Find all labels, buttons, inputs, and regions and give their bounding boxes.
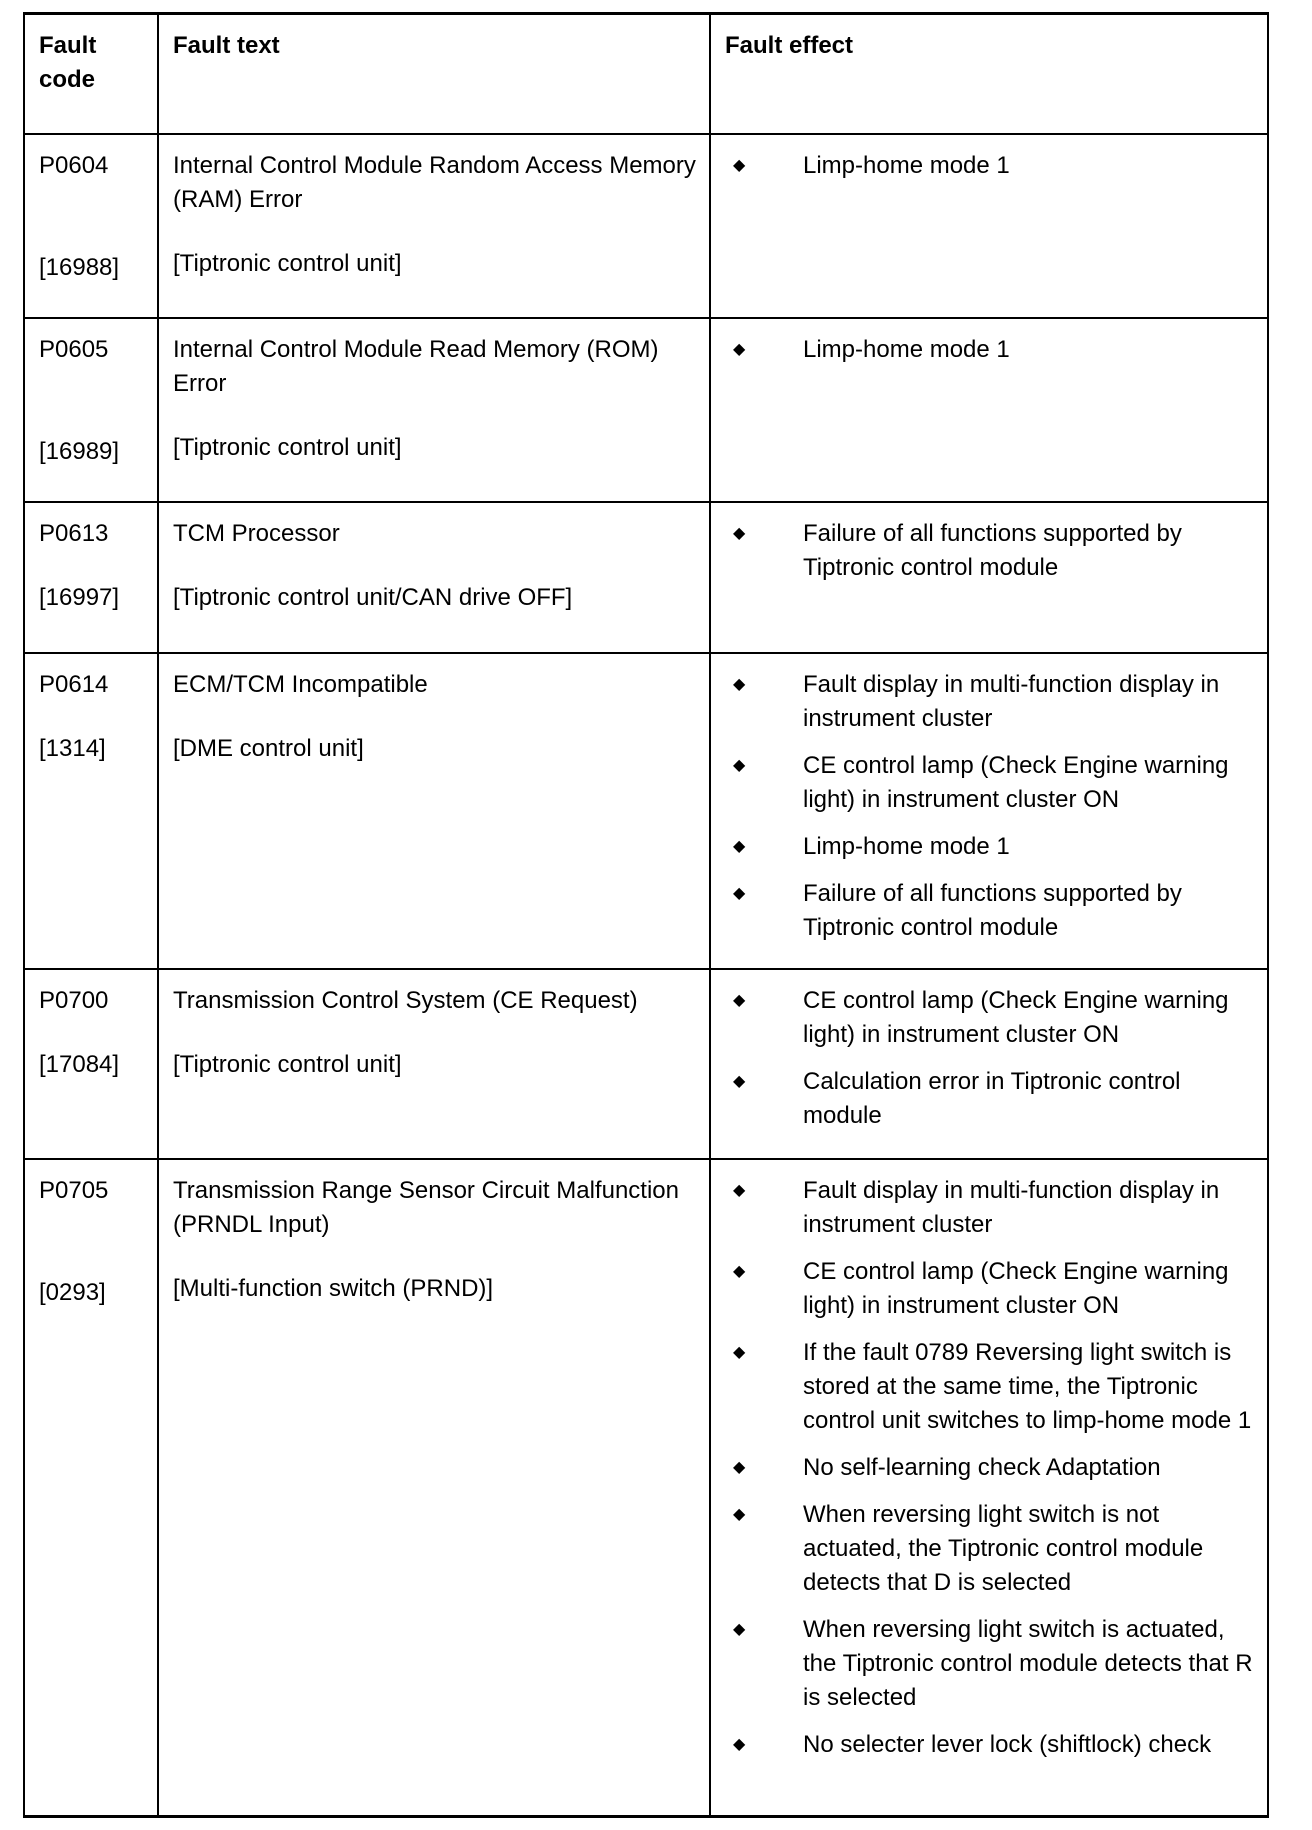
effect-item [725,1065,1257,1133]
control-unit: [DME control unit] [173,735,364,762]
fault-effect-cell [710,318,1268,502]
fault-text: Internal Control Module Read Memory (ROM) Error [173,336,659,397]
fault-effect-cell [710,1159,1268,1816]
fault-id: [16989] [39,438,120,465]
fault-code-cell [24,502,158,653]
effect-item [725,1174,1257,1242]
effect-text: Limp-home mode 1 [803,336,1010,363]
header-fault-effect: Fault effect [710,14,1268,135]
fault-text: Transmission Control System (CE Request) [173,987,638,1014]
fault-id: [16997] [39,584,120,611]
fault-id: [16988] [39,254,120,281]
diamond-bullet-icon: ◆ [733,1073,746,1090]
effect-text: Limp-home mode 1 [803,152,1010,179]
fault-text-cell [158,653,710,969]
effect-item [725,149,1257,183]
table-row [24,318,1268,502]
fault-text: Internal Control Module Random Access Memory (RAM) Error [173,152,696,213]
effect-text: CE control lamp (Check Engine warning light) in instrument cluster ON [803,1258,1229,1319]
diamond-bullet-icon: ◆ [733,992,746,1009]
fault-code: P0614 [39,671,109,698]
diamond-bullet-icon: ◆ [733,1736,746,1753]
fault-id: [0293] [39,1279,106,1306]
effect-text: Failure of all functions supported by Tiptronic control module [803,520,1182,581]
fault-code: P0604 [39,152,109,179]
header-fault-code: Fault code [24,14,158,135]
control-unit: [Tiptronic control unit] [173,434,402,461]
table-row [24,134,1268,318]
diamond-bullet-icon: ◆ [733,341,746,358]
fault-text-cell [158,1159,710,1816]
fault-text: Transmission Range Sensor Circuit Malfunction (PRNDL Input) [173,1177,679,1238]
effect-item [725,517,1257,585]
fault-code-cell [24,653,158,969]
diamond-bullet-icon: ◆ [733,525,746,542]
fault-text-cell [158,318,710,502]
diamond-bullet-icon: ◆ [733,1263,746,1280]
fault-text: ECM/TCM Incompatible [173,671,428,698]
control-unit: [Tiptronic control unit/CAN drive OFF] [173,584,573,611]
diamond-bullet-icon: ◆ [733,1621,746,1638]
effect-text: CE control lamp (Check Engine warning light) in instrument cluster ON [803,752,1229,813]
fault-id: [1314] [39,735,106,762]
effect-item [725,1336,1257,1438]
effect-item [725,984,1257,1052]
effect-text: When reversing light switch is actuated, the Tiptronic control module detects that R is selected [803,1616,1253,1711]
effect-item [725,830,1257,864]
effect-item [725,877,1257,945]
header-row [24,14,1268,135]
effect-item [725,749,1257,817]
effect-text: Fault display in multi-function display in instrument cluster [803,1177,1220,1238]
effect-item [725,668,1257,736]
effect-text: Fault display in multi-function display in instrument cluster [803,671,1220,732]
diamond-bullet-icon: ◆ [733,1344,746,1361]
table-row [24,502,1268,653]
fault-code-cell [24,969,158,1159]
diamond-bullet-icon: ◆ [733,1459,746,1476]
fault-code: P0700 [39,987,109,1014]
header-fault-text: Fault text [158,14,710,135]
fault-text-cell [158,134,710,318]
fault-effect-cell [710,502,1268,653]
table-row [24,1159,1268,1816]
effect-text: Limp-home mode 1 [803,833,1010,860]
fault-effect-cell [710,134,1268,318]
diamond-bullet-icon: ◆ [733,676,746,693]
diamond-bullet-icon: ◆ [733,1182,746,1199]
diamond-bullet-icon: ◆ [733,838,746,855]
fault-code-cell [24,1159,158,1816]
effect-text: CE control lamp (Check Engine warning light) in instrument cluster ON [803,987,1229,1048]
control-unit: [Multi-function switch (PRND)] [173,1275,494,1302]
fault-code: P0613 [39,520,109,547]
effect-text: No selecter lever lock (shiftlock) check [803,1731,1212,1758]
effect-item [725,1613,1257,1715]
fault-code-cell [24,318,158,502]
control-unit: [Tiptronic control unit] [173,1051,402,1078]
fault-code: P0605 [39,336,109,363]
fault-text-cell [158,502,710,653]
effect-item [725,1498,1257,1600]
effect-item [725,1255,1257,1323]
effect-item [725,1451,1257,1485]
effect-text: No self-learning check Adaptation [803,1454,1161,1481]
fault-effect-cell [710,969,1268,1159]
effect-text: When reversing light switch is not actuated, the Tiptronic control module detects that D is selected [803,1501,1204,1596]
table-row [24,969,1268,1159]
fault-code: P0705 [39,1177,109,1204]
table-row [24,653,1268,969]
diamond-bullet-icon: ◆ [733,885,746,902]
fault-table [23,12,1269,1818]
effect-text: Failure of all functions supported by Tiptronic control module [803,880,1182,941]
diamond-bullet-icon: ◆ [733,757,746,774]
fault-text: TCM Processor [173,520,340,547]
effect-item [725,333,1257,367]
fault-text-cell [158,969,710,1159]
fault-id: [17084] [39,1051,120,1078]
fault-code-cell [24,134,158,318]
effect-item [725,1728,1257,1762]
diamond-bullet-icon: ◆ [733,1506,746,1523]
effect-text: Calculation error in Tiptronic control module [803,1068,1181,1129]
control-unit: [Tiptronic control unit] [173,250,402,277]
diamond-bullet-icon: ◆ [733,157,746,174]
fault-effect-cell [710,653,1268,969]
effect-text: If the fault 0789 Reversing light switch is stored at the same time, the Tiptronic control unit switches to limp-home mode 1 [803,1339,1252,1434]
